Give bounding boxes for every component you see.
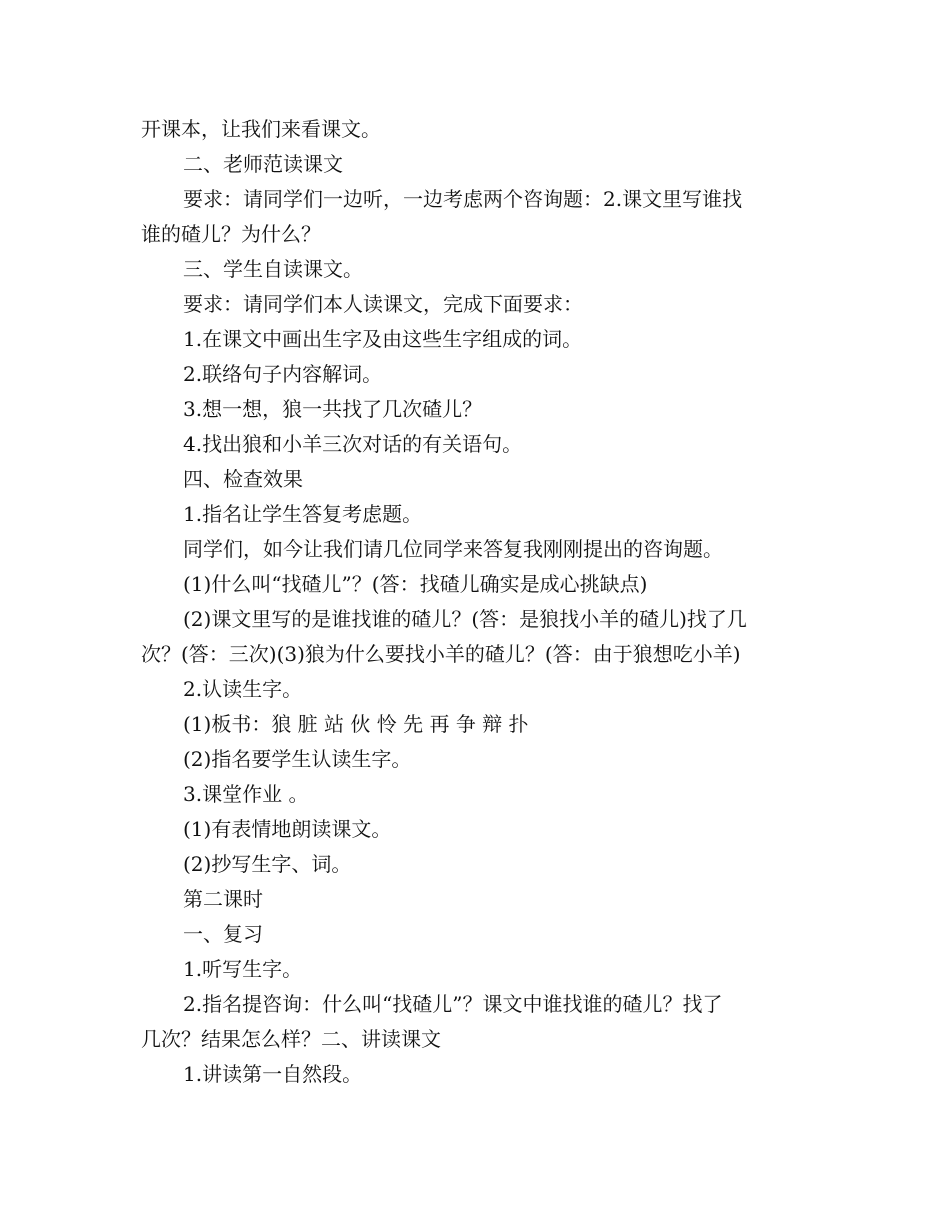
- paragraph-line: 2.指名提咨询：什么叫“找碴儿”？课文中谁找谁的碴儿？找了: [183, 992, 723, 1016]
- paragraph-line: 四、检查效果: [183, 467, 303, 491]
- paragraph-line: (2)课文里写的是谁找谁的碴儿？(答：是狼找小羊的碴儿)找了几: [183, 607, 747, 631]
- paragraph-line: 4.找出狼和小羊三次对话的有关语句。: [183, 432, 523, 456]
- paragraph-line: (2)抄写生字、词。: [183, 852, 352, 876]
- paragraph-line: 3.课堂作业 。: [183, 782, 309, 806]
- paragraph-line: (1)什么叫“找碴儿”？(答：找碴儿确实是成心挑缺点): [183, 572, 648, 596]
- paragraph-line: 第二课时: [183, 887, 263, 911]
- paragraph-line: 3.想一想，狼一共找了几次碴儿？: [183, 397, 483, 421]
- paragraph-line: 1.在课文中画出生字及由这些生字组成的词。: [183, 327, 583, 351]
- paragraph-line: 同学们，如今让我们请几位同学来答复我刚刚提出的咨询题。: [183, 537, 723, 561]
- paragraph-line: 2.认读生字。: [183, 677, 303, 701]
- paragraph-line: 开课本，让我们来看课文。: [141, 117, 381, 141]
- paragraph-line: 要求：请同学们本人读课文，完成下面要求：: [183, 292, 583, 316]
- paragraph-line: 1.讲读第一自然段。: [183, 1062, 363, 1086]
- paragraph-line: 1.指名让学生答复考虑题。: [183, 502, 423, 526]
- paragraph-line: 谁的碴儿？为什么？: [141, 222, 321, 246]
- paragraph-line: (1)板书：狼 脏 站 伙 怜 先 再 争 辩 扑: [183, 712, 529, 736]
- paragraph-line: 次？(答：三次)(3)狼为什么要找小羊的碴儿？(答：由于狼想吃小羊): [141, 642, 741, 666]
- paragraph-line: 1.听写生字。: [183, 957, 303, 981]
- document-body: [141, 112, 821, 1092]
- paragraph-line: (2)指名要学生认读生字。: [183, 747, 412, 771]
- paragraph-line: 几次？结果怎么样？二、讲读课文: [141, 1027, 441, 1051]
- paragraph-line: 三、学生自读课文。: [183, 257, 363, 281]
- paragraph-line: 要求：请同学们一边听，一边考虑两个咨询题：2.课文里写谁找: [183, 187, 743, 211]
- paragraph-line: (1)有表情地朗读课文。: [183, 817, 392, 841]
- paragraph-line: 一、复习: [183, 922, 263, 946]
- paragraph-line: 二、老师范读课文: [183, 152, 343, 176]
- paragraph-line: 2.联络句子内容解词。: [183, 362, 383, 386]
